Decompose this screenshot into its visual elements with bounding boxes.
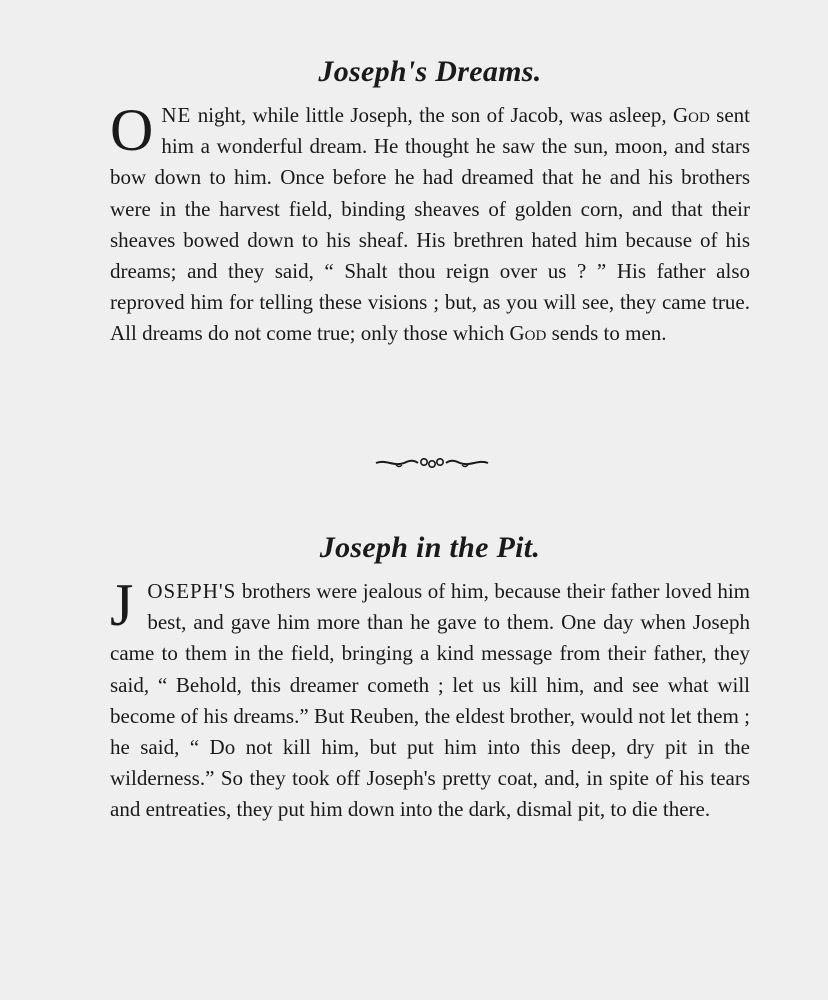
drop-cap: J bbox=[110, 572, 134, 638]
first-word-caps: NE bbox=[161, 103, 192, 127]
story-title: Joseph's Dreams. bbox=[318, 55, 542, 88]
first-word-caps: OSEPH'S bbox=[147, 579, 237, 603]
drop-cap: O bbox=[110, 97, 154, 163]
body-text: sent him a wonderful dream. He thought he saw the sun, moon, and stars bow down to him. Once before he had dreamed that he and his brothers were in the harvest field, binding sheaves of golden corn, and that their sheaves bowed down to his sheaf. His brethren hated him because of his dreams; and they said, “ Shalt thou reign over us ? ” His father also reproved him for telling these visions ; but, as you will see, they came true. All dreams do not come true; only those which bbox=[110, 103, 751, 346]
small-caps-word: God bbox=[509, 321, 547, 346]
body-text: sends to men. bbox=[546, 321, 667, 346]
flourish-ornament-icon bbox=[374, 456, 490, 470]
story-title: Joseph in the Pit. bbox=[319, 531, 541, 564]
story-body bbox=[110, 97, 751, 350]
story-josephs-dreams bbox=[110, 52, 750, 350]
story-body bbox=[110, 572, 750, 826]
body-text: brothers were jealous of him, because their father loved him best, and gave him more than he gave to them. One day when Joseph came to them in the field, bringing a kind message from their father, they said, “ Behold, this dreamer cometh ; let us kill him, and see what will become of his dreams.” But Reuben, the eldest brother, would not let them ; he said, “ Do not kill him, but put him into this deep, dry pit in the wilderness.” So they took off Joseph's pretty coat, and, in spite of his tears and entreaties, they put him down into the dark, dismal pit, to die there. bbox=[110, 579, 750, 822]
small-caps-word: God bbox=[672, 103, 710, 127]
story-joseph-in-the-pit bbox=[110, 528, 750, 826]
body-text: night, while little Joseph, the son of Jacob, was asleep, bbox=[191, 103, 673, 127]
